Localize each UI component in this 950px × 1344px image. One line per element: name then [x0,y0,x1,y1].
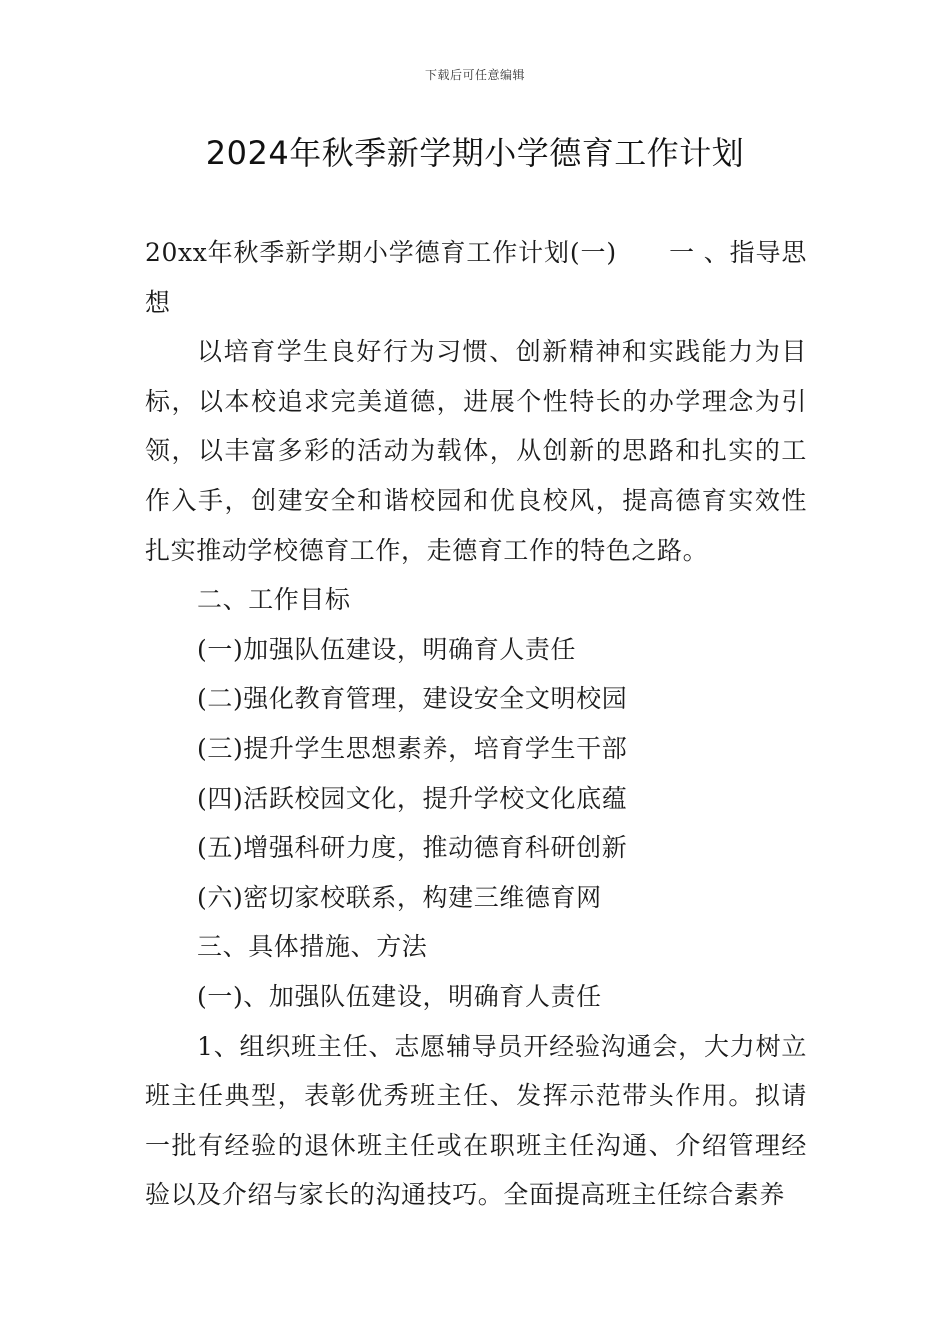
header-note: 下载后可任意编辑 [424,68,525,82]
list-item-goal-2: (二)强化教育管理，建设安全文明校园 [197,684,628,714]
paragraph-guiding-thought: 以培育学生良好行为习惯、创新精神和实践能力为目标，以本校追求完美道德，进展个性特长的办学理念为引领，以丰富多彩的活动为载体，从创新的思路和扎实的工作入手，创建安全和谐校园和优良校风，提高德育实效性扎实推动学校德育工作，走德育工作的特色之路。 [145,337,807,565]
list-item-goal-1: (一)加强队伍建设，明确育人责任 [197,634,577,664]
section-subtitle [145,228,807,327]
list-item-goal-4: (四)活跃校园文化，提升学校文化底蕴 [197,783,628,813]
list-item-goal-6: (六)密切家校联系，构建三维德育网 [197,882,602,912]
list-item-goal-5: (五)增强科研力度，推动德育科研创新 [197,833,628,863]
subtitle-text: 20xx年秋季新学期小学德育工作计划(一) [145,238,617,267]
paragraph-measure-1: 1、组织班主任、志愿辅导员开经验沟通会，大力树立班主任典型，表彰优秀班主任、发挥示范带头作用。拟请一批有经验的退休班主任或在职班主任沟通、介绍管理经验以及介绍与家长的沟通技巧。全面提高班主任综合素养 [145,1031,807,1210]
section-heading-measures: 三、具体措施、方法 [197,932,428,962]
section-heading-guiding-thought: 一 、指导思想 [145,238,807,317]
section-heading-work-goals: 二、工作目标 [197,585,351,615]
document-body [145,228,807,1220]
subsection-heading-team-building: (一)、加强队伍建设，明确育人责任 [197,981,602,1011]
list-item-goal-3: (三)提升学生思想素养，培育学生干部 [197,733,628,763]
document-title: 2024年秋季新学期小学德育工作计划 [205,134,745,172]
